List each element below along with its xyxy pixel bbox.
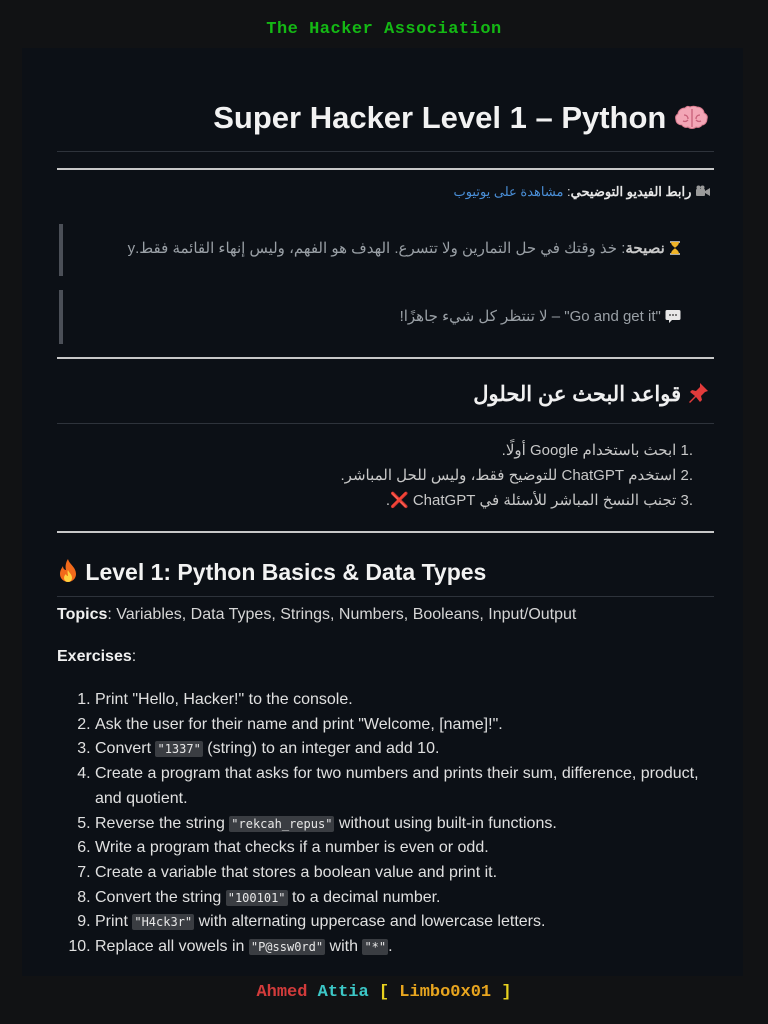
tip-text-line (63, 224, 699, 257)
author-handle: Limbo0x01 (399, 983, 492, 1002)
bracket-open: [ (378, 983, 390, 1002)
bracket-close: ] (501, 983, 512, 1002)
rules-list (57, 440, 693, 515)
exercise-item (95, 886, 714, 911)
tip-quote (59, 224, 699, 276)
divider (57, 357, 714, 359)
page-title-text: Super Hacker Level 1 – Python (213, 100, 667, 135)
exercise-item (95, 688, 714, 713)
code-snippet: "*" (364, 940, 387, 955)
list-item (57, 490, 693, 515)
author-first-name: Ahmed (256, 983, 308, 1002)
motto-text-line (63, 290, 699, 325)
tip-label: نصيحة (625, 240, 665, 257)
tip-text: : خذ وقتك في حل التمارين ولا تتسرع. الهدف هو الفهم، وليس إنهاء القائمة فقط.y (127, 240, 626, 257)
exercise-item (95, 737, 714, 762)
exercise-item (95, 935, 714, 960)
rules-title-text: قواعد البحث عن الحلول (473, 383, 682, 406)
level-heading (57, 558, 714, 586)
exercise-item (95, 713, 714, 738)
exercise-text: with (325, 938, 363, 956)
exercise-item (95, 836, 714, 861)
fire-icon (57, 558, 79, 586)
exercise-item (95, 762, 714, 811)
topics-line (57, 606, 714, 624)
exercise-text: without using built-in functions. (334, 814, 557, 832)
rule-text: استخدم ChatGPT للتوضيح فقط، وليس للحل المباشر. (340, 467, 677, 484)
exercise-text: Write a program that checks if a number is even or odd. (95, 839, 489, 857)
pushpin-icon (687, 382, 709, 407)
list-item (57, 465, 693, 490)
exercise-text: Print "Hello, Hacker!" to the console. (95, 691, 353, 708)
exercise-text: Create a variable that stores a boolean value and print it. (95, 863, 498, 881)
exercises-label: Exercises (57, 648, 132, 665)
exercise-text: Replace all vowels in (95, 938, 249, 956)
rules-heading (57, 382, 709, 407)
author-footer (0, 983, 768, 1002)
exercise-text: Create a program that asks for two numbers and prints their sum, difference, product, and quotient. (95, 765, 699, 807)
author-last-name: Attia (317, 983, 369, 1002)
list-number: .3 (676, 492, 693, 509)
topics-text: : Variables, Data Types, Strings, Numbers, Booleans, Input/Output (107, 606, 577, 623)
brain-icon (675, 100, 709, 136)
list-item (57, 440, 693, 465)
exercise-item (95, 861, 714, 886)
divider (57, 168, 714, 170)
exercise-text: Convert the string (95, 888, 226, 906)
level-underline (57, 596, 714, 597)
movie-camera-icon (695, 184, 711, 199)
exercise-item (95, 910, 714, 935)
level-title-text: Level 1: Python Basics & Data Types (85, 559, 487, 585)
exercise-text: to a decimal number. (287, 888, 441, 906)
exercise-text: Print (95, 913, 133, 931)
exercise-text: Ask the user for their name and print "Welcome, [name]!". (95, 715, 503, 733)
speech-bubble-icon (665, 308, 681, 325)
divider (57, 531, 714, 533)
motto-quote (59, 290, 699, 344)
code-snippet: "rekcah_repus" (231, 816, 333, 831)
exercise-text: (string) to an integer and add 10. (202, 740, 440, 758)
exercise-item (95, 812, 714, 837)
youtube-link[interactable]: مشاهدة على يوتيوب (453, 184, 564, 199)
title-underline (57, 151, 714, 152)
rule-text: ابحث باستخدام Google أولًا. (501, 442, 677, 459)
exercise-text: Convert (95, 740, 156, 758)
rules-underline (57, 423, 714, 424)
rule-text: تجنب النسخ المباشر للأسئلة في ChatGPT ❌. (385, 492, 677, 509)
topics-label: Topics (57, 606, 108, 623)
exercises-heading (57, 648, 714, 666)
video-label: رابط الفيديو التوضيحي (570, 184, 692, 199)
list-number: .1 (676, 442, 693, 459)
video-link-line (57, 184, 711, 200)
list-number: .2 (676, 467, 693, 484)
motto-text: "Go and get it" – لا تنتظر كل شيء جاهزًا! (399, 308, 661, 325)
code-snippet: "100101" (227, 890, 286, 905)
site-title: The Hacker Association (266, 20, 502, 39)
exercise-list (57, 688, 714, 960)
code-snippet: "H4ck3r" (134, 915, 193, 930)
video-separator: : (567, 184, 571, 199)
exercise-text: with alternating uppercase and lowercase letters. (194, 913, 546, 931)
exercise-text: . (388, 938, 393, 956)
code-snippet: "P@ssw0rd" (250, 940, 324, 955)
exercise-text: Reverse the string (95, 814, 230, 832)
code-snippet: "1337" (157, 742, 201, 757)
page-title (57, 100, 709, 136)
exercises-suffix: : (131, 648, 137, 665)
hourglass-icon (669, 240, 681, 257)
